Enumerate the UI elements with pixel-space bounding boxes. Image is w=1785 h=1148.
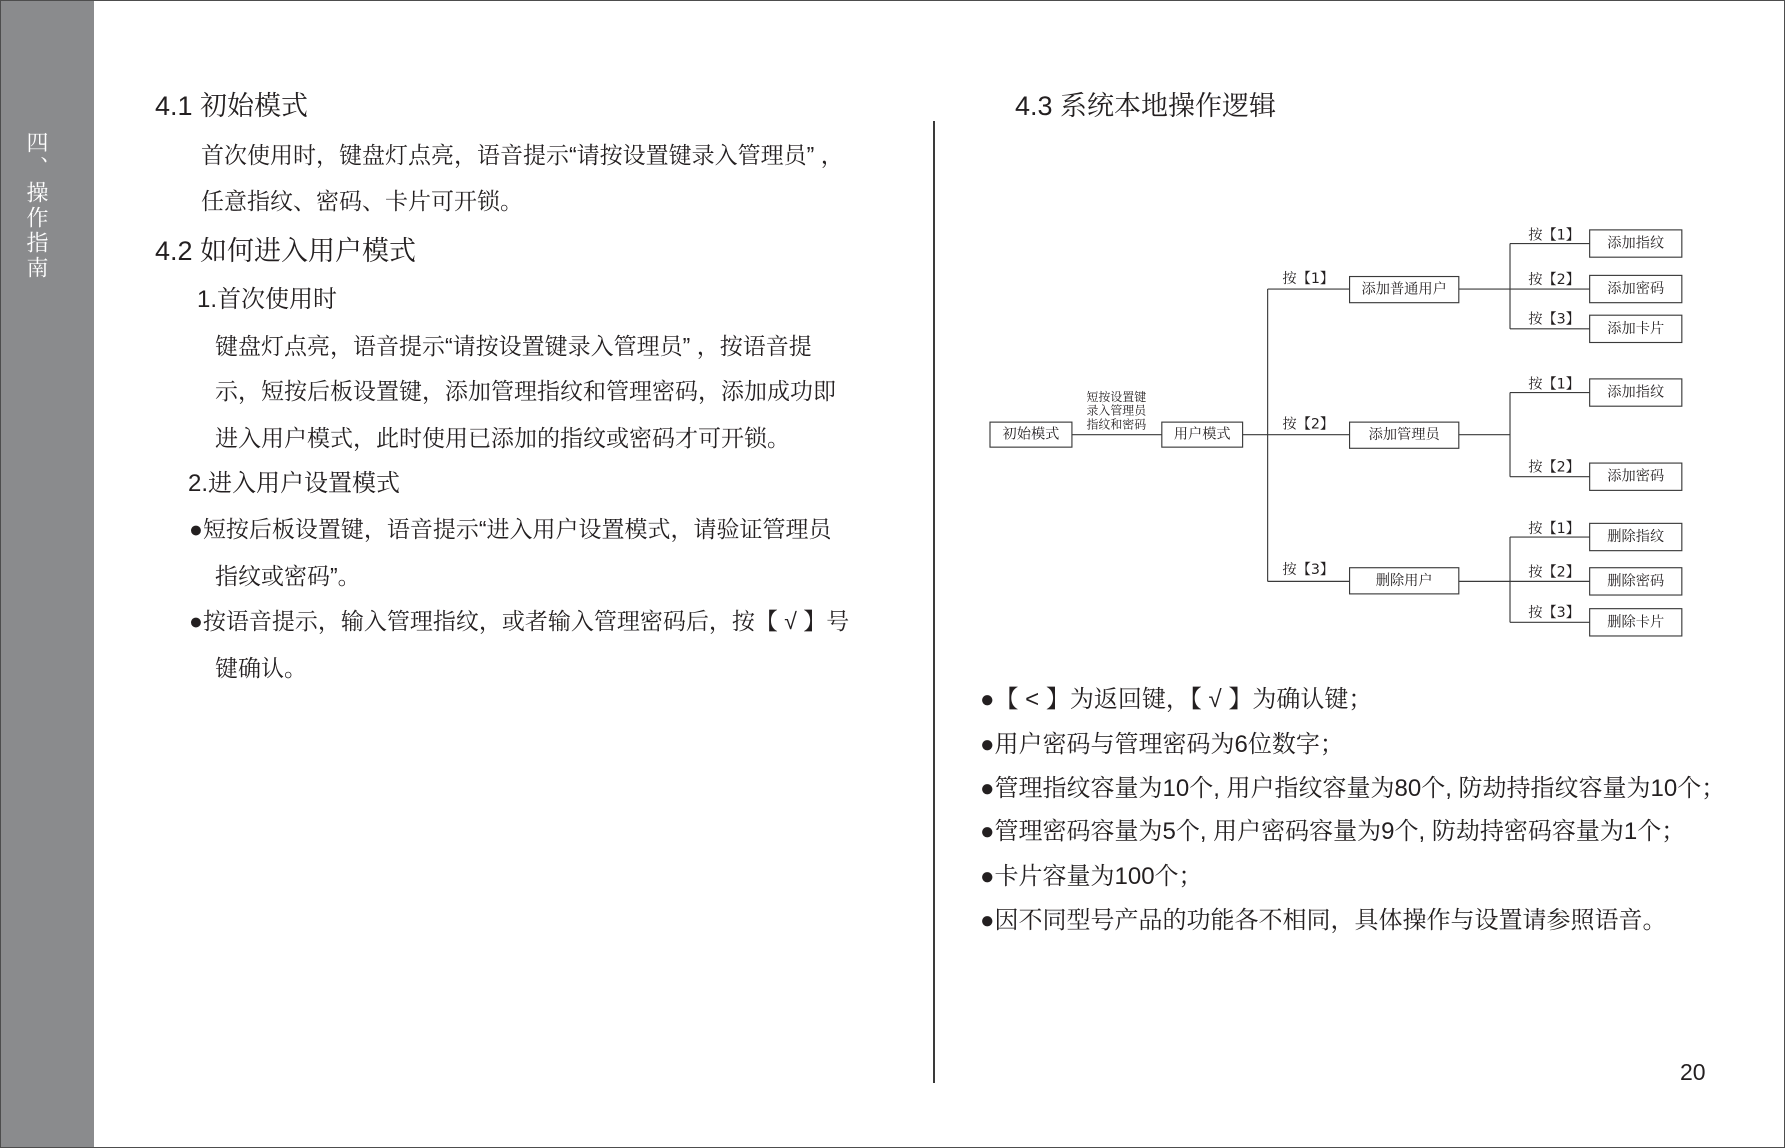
flow-leaf [1528, 459, 1682, 491]
paragraph-line: 示，短按后板设置键，添加管理指纹和管理密码，添加成功即 [215, 378, 836, 404]
flow-action-note [1086, 389, 1147, 431]
flow-leaf [1528, 271, 1682, 303]
page-number: 20 [1680, 1059, 1706, 1085]
node-label: 添加普通用户 [1361, 281, 1447, 298]
node-label: 添加管理员 [1368, 427, 1440, 444]
flow-leaf [1528, 376, 1682, 407]
paragraph-line: 任意指纹、密码、卡片可开锁。 [201, 188, 523, 214]
note-item: ●卡片容量为100个； [980, 863, 1203, 890]
note-item: ●【 < 】为返回键，【 √ 】为确认键； [980, 686, 1373, 713]
section-heading-4-1: 4.1 初始模式 [155, 91, 309, 121]
bullet-line: 指纹或密码”。 [215, 563, 361, 589]
operation-logic-flowchart [957, 206, 1708, 661]
column-divider [933, 121, 935, 1083]
flow-node-user-mode [1162, 422, 1243, 447]
note-item: ●用户密码与管理密码为6位数字； [980, 731, 1344, 758]
bullet-line: ●按语音提示，输入管理指纹，或者输入管理密码后，按【 √ 】号 [189, 608, 850, 634]
key-label: 按【3】 [1528, 605, 1580, 622]
node-label: 删除指纹 [1607, 529, 1665, 546]
bullet-line: 键确认。 [215, 655, 307, 681]
node-label: 用户模式 [1173, 426, 1231, 443]
action-note-line: 录入管理员 [1086, 403, 1147, 418]
note-item: ●管理密码容量为5个, 用户密码容量为9个, 防劫持密码容量为1个； [980, 818, 1686, 845]
paragraph-line: 进入用户模式，此时使用已添加的指纹或密码才可开锁。 [215, 425, 790, 451]
flow-leaf [1528, 520, 1682, 551]
action-note-line: 指纹和密码 [1086, 417, 1147, 432]
subsection-title-user-settings: 2.进入用户设置模式 [188, 470, 401, 497]
node-label: 删除密码 [1607, 573, 1665, 590]
key-label: 按【1】 [1282, 270, 1335, 287]
node-label: 初始模式 [1002, 426, 1060, 443]
key-label: 按【1】 [1528, 376, 1580, 393]
key-label: 按【1】 [1528, 227, 1580, 244]
node-label: 删除用户 [1375, 572, 1433, 589]
node-label: 添加密码 [1607, 281, 1665, 298]
node-label: 删除卡片 [1607, 614, 1665, 631]
key-label: 按【2】 [1282, 416, 1335, 433]
node-label: 添加指纹 [1607, 384, 1665, 401]
flow-node-initial-mode [990, 422, 1072, 447]
key-label: 按【2】 [1528, 564, 1580, 581]
note-item: ●因不同型号产品的功能各不相同，具体操作与设置请参照语音。 [980, 907, 1667, 934]
flow-branch-delete-user [1282, 561, 1458, 594]
paragraph-line: 首次使用时，键盘灯点亮，语音提示“请按设置键录入管理员” ， [201, 142, 844, 168]
bullet-line: ●短按后板设置键，语音提示“进入用户设置模式，请验证管理员 [189, 516, 832, 542]
chapter-title: 四、操作指南 [23, 131, 48, 281]
flow-branch-add-admin [1282, 415, 1458, 448]
key-label: 按【1】 [1528, 521, 1580, 538]
note-item: ●管理指纹容量为10个, 用户指纹容量为80个, 防劫持指纹容量为10个； [980, 775, 1726, 802]
node-label: 添加卡片 [1607, 320, 1665, 337]
section-heading-4-2: 4.2 如何进入用户模式 [155, 236, 417, 266]
flow-leaf [1528, 604, 1682, 636]
chapter-sidebar [1, 1, 94, 1147]
flow-leaf [1528, 311, 1682, 343]
flow-leaf [1528, 227, 1682, 258]
subsection-title-first-use: 1.首次使用时 [197, 286, 338, 313]
node-label: 添加指纹 [1607, 235, 1665, 252]
flow-branch-add-normal-user [1282, 270, 1458, 303]
paragraph-line: 键盘灯点亮，语音提示“请按设置键录入管理员” ，按语音提 [215, 333, 812, 359]
action-note-line: 短按设置键 [1086, 390, 1147, 405]
key-label: 按【2】 [1528, 271, 1580, 288]
key-label: 按【2】 [1528, 459, 1580, 476]
section-heading-4-3: 4.3 系统本地操作逻辑 [1015, 91, 1277, 121]
node-label: 添加密码 [1607, 468, 1665, 485]
key-label: 按【3】 [1282, 562, 1335, 578]
flow-leaf [1528, 563, 1682, 595]
key-label: 按【3】 [1528, 311, 1580, 328]
